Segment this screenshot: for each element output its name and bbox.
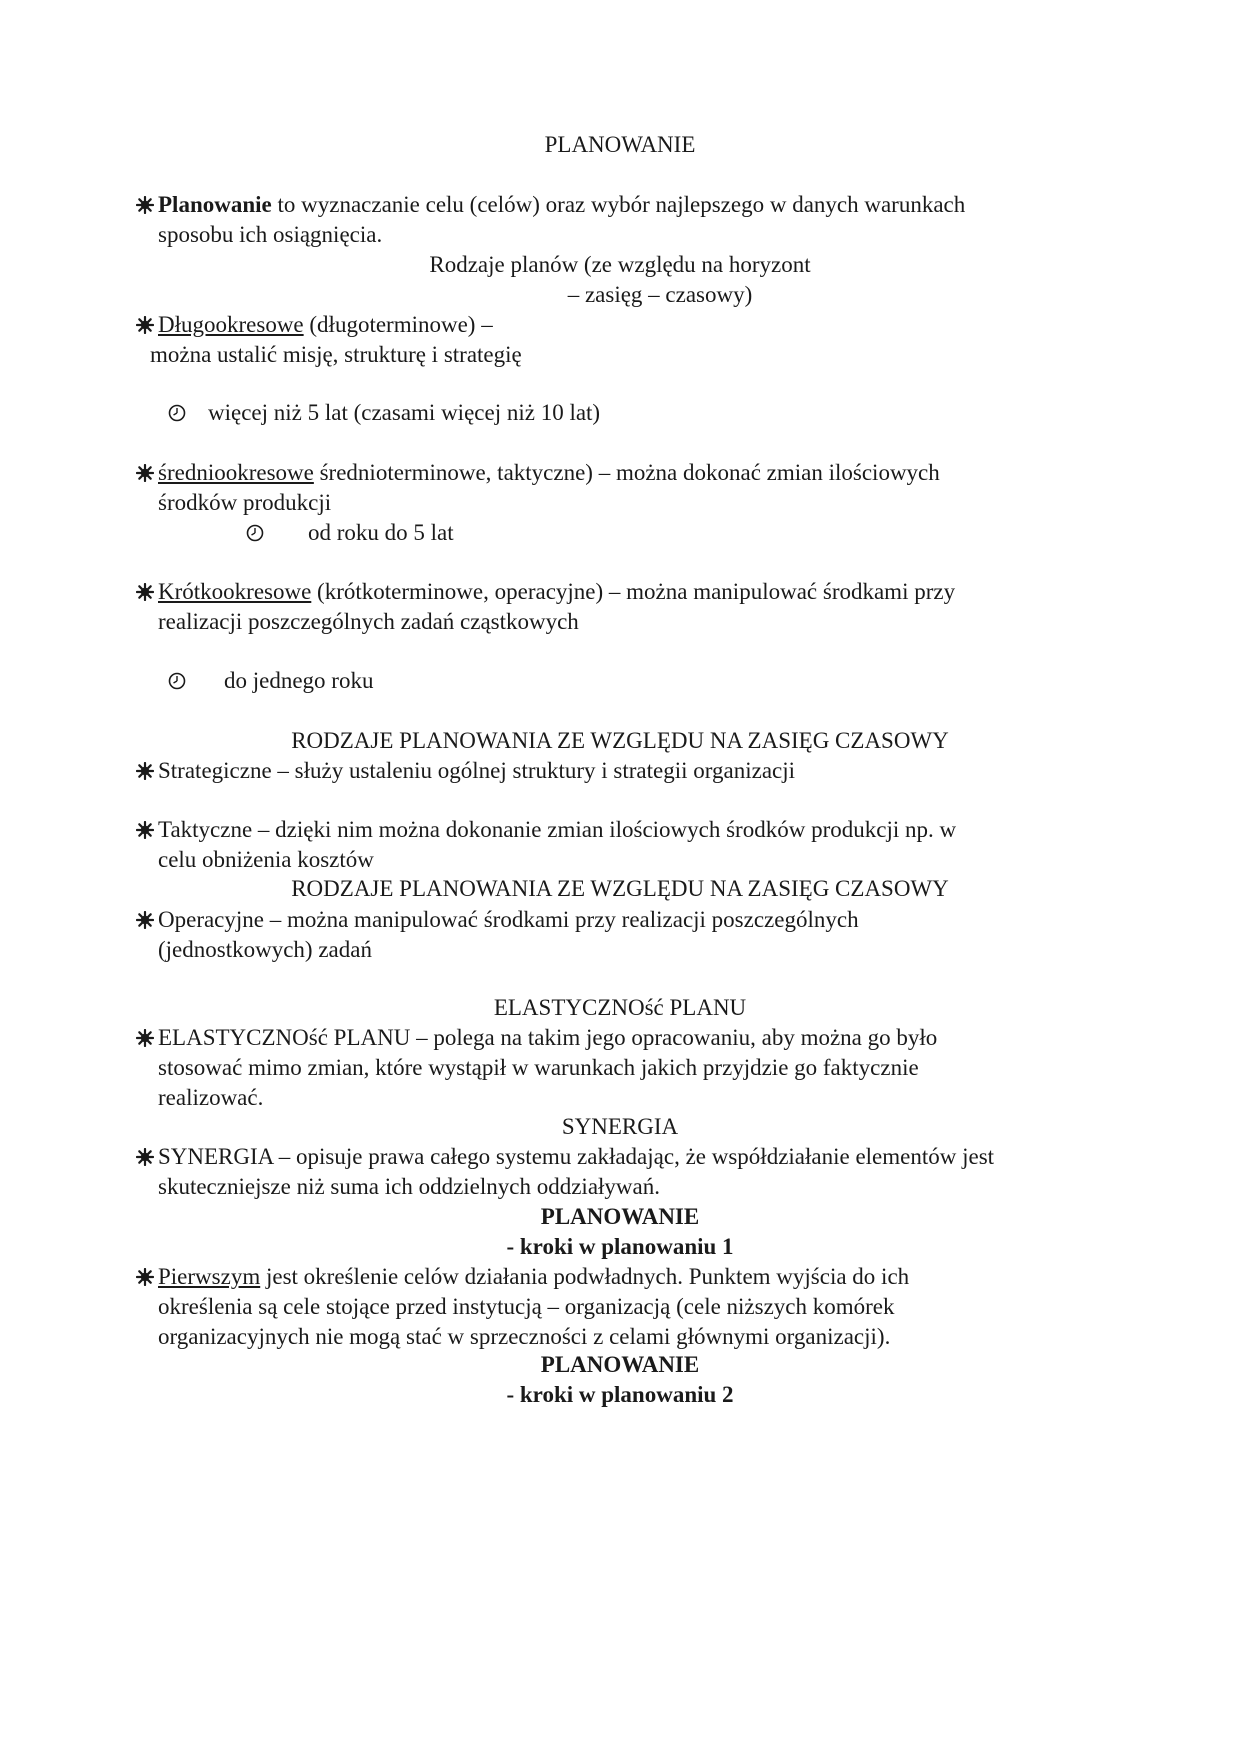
short-term-duration: do jednego roku [224,668,374,693]
short-term-line-2: realizacji poszczególnych zadań cząstkowych [158,609,579,634]
bullet-icon [134,1023,156,1053]
mid-term-line-1 [158,458,940,488]
bullet-icon [134,458,156,488]
first-step-line-2: określenia są cele stojące przed instytucją – organizacją (cele niższych komórek [158,1294,895,1319]
bullet-icon [134,190,156,220]
definition-line-2: sposobu ich osiągnięcia. [158,222,383,247]
mid-term-text: średnioterminowe, taktyczne) – można dokonać zmian ilościowych [313,460,940,485]
mid-term-duration: od roku do 5 lat [308,520,454,545]
long-term-line-2: można ustalić misję, strukturę i strategię [150,342,522,367]
steps-2-subtitle: - kroki w planowaniu 2 [506,1382,734,1407]
mid-term-line-2: środków produkcji [158,490,332,515]
flexibility-line-1: ELASTYCZNOść PLANU – polega na takim jego opracowaniu, aby można go było [158,1025,938,1050]
synergy-heading: SYNERGIA [561,1114,679,1139]
page-title: PLANOWANIE [544,132,696,157]
bullet-icon [134,815,156,845]
first-step-term: Pierwszym [158,1264,261,1289]
definition-line-1 [158,190,965,220]
strategic-line: Strategiczne – służy ustaleniu ogólnej struktury i strategii organizacji [158,758,796,783]
synergy-line-2: skuteczniejsze niż suma ich oddzielnych oddziaływań. [158,1174,660,1199]
bullet-icon [134,756,156,786]
bullet-icon [134,905,156,935]
clock-icon [168,666,188,696]
synergy-line-1: SYNERGIA – opisuje prawa całego systemu zakładając, że współdziałanie elementów jest [158,1144,995,1169]
clock-icon [168,398,188,428]
short-term-line-1 [158,577,955,607]
bullet-icon [134,577,156,607]
long-term-duration: więcej niż 5 lat (czasami więcej niż 10 lat) [208,400,601,425]
plans-heading-line-2: – zasięg – czasowy) [567,282,753,307]
steps-1-title: PLANOWANIE [540,1204,700,1229]
long-term-term: Długookresowe [158,312,304,337]
long-term-text: (długoterminowe) – [303,312,493,337]
bullet-icon [134,1142,156,1172]
short-term-term: Krótkookresowe [158,579,312,604]
flexibility-heading: ELASTYCZNOść PLANU [493,995,747,1020]
mid-term-term: średniookresowe [158,460,314,485]
first-step-text: jest określenie celów działania podwładnych. Punktem wyjścia do ich [260,1264,910,1289]
types-heading-repeat: RODZAJE PLANOWANIA ZE WZGLĘDU NA ZASIĘG CZASOWY [291,876,949,901]
tactical-line-1: Taktyczne – dzięki nim można dokonanie zmian ilościowych środków produkcji np. w [158,817,957,842]
first-step-line-3: organizacyjnych nie mogą stać w sprzeczności z celami głównymi organizacji). [158,1324,891,1349]
first-step-line-1 [158,1262,909,1292]
clock-icon [246,518,266,548]
plans-heading-line-1: Rodzaje planów (ze względu na horyzont [429,252,811,277]
bullet-icon [134,310,156,340]
bullet-icon [134,1262,156,1292]
operational-line-2: (jednostkowych) zadań [158,937,372,962]
definition-term: Planowanie [158,192,272,217]
steps-1-subtitle: - kroki w planowaniu 1 [506,1234,734,1259]
flexibility-line-2: stosować mimo zmian, które wystąpił w warunkach jakich przyjdzie go faktycznie [158,1055,919,1080]
steps-2-title: PLANOWANIE [540,1352,700,1377]
definition-text: to wyznaczanie celu (celów) oraz wybór najlepszego w danych warunkach [271,192,966,217]
operational-line-1: Operacyjne – można manipulować środkami przy realizacji poszczególnych [158,907,859,932]
flexibility-line-3: realizować. [158,1085,264,1110]
tactical-line-2: celu obniżenia kosztów [158,847,374,872]
types-heading: RODZAJE PLANOWANIA ZE WZGLĘDU NA ZASIĘG CZASOWY [291,728,949,753]
long-term-line-1 [158,310,493,340]
short-term-text: (krótkoterminowe, operacyjne) – można manipulować środkami przy [311,579,956,604]
